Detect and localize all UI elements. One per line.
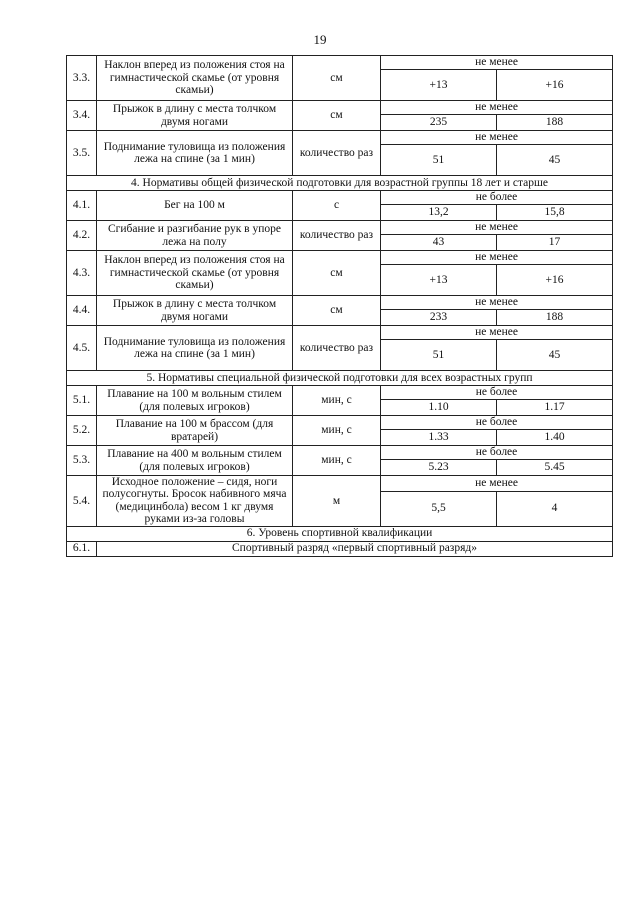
unit: см (293, 251, 381, 296)
test-name: Поднимание туловища из положения лежа на спине (за 1 мин) (97, 131, 293, 176)
table-row (67, 56, 613, 70)
section-row (67, 176, 613, 191)
test-name: Бег на 100 м (97, 191, 293, 221)
value-women: 45 (497, 340, 613, 371)
condition: не менее (381, 296, 613, 310)
section-title: 6. Уровень спортивной квалификации (67, 526, 613, 541)
condition: не менее (381, 326, 613, 340)
condition: не более (381, 446, 613, 460)
table-row (67, 416, 613, 430)
value-women: 1.40 (497, 430, 613, 446)
value-women: 1.17 (497, 400, 613, 416)
value-men: +13 (381, 265, 497, 296)
test-name: Прыжок в длину с места толчком двумя ногами (97, 101, 293, 131)
value-women: 45 (497, 145, 613, 176)
row-number: 4.4. (67, 296, 97, 326)
row-number: 3.3. (67, 56, 97, 101)
condition: не менее (381, 251, 613, 265)
unit: см (293, 101, 381, 131)
unit: см (293, 56, 381, 101)
value-men: 51 (381, 340, 497, 371)
test-name: Плавание на 100 м брассом (для вратарей) (97, 416, 293, 446)
value-men: +13 (381, 70, 497, 101)
row-number: 5.4. (67, 476, 97, 527)
row-number: 4.3. (67, 251, 97, 296)
row-number: 3.4. (67, 101, 97, 131)
value-women: 5.45 (497, 460, 613, 476)
table-row (67, 221, 613, 235)
section-row (67, 526, 613, 541)
value-men: 5,5 (381, 491, 497, 526)
qualification-text: Спортивный разряд «первый спортивный разряд» (97, 541, 613, 556)
value-women: +16 (497, 265, 613, 296)
condition: не более (381, 191, 613, 205)
table-row (67, 131, 613, 145)
row-number: 4.1. (67, 191, 97, 221)
value-women: 4 (497, 491, 613, 526)
standards-table (66, 55, 613, 557)
unit: м (293, 476, 381, 527)
condition: не менее (381, 221, 613, 235)
value-women: 188 (497, 310, 613, 326)
table-row (67, 296, 613, 310)
row-number: 5.2. (67, 416, 97, 446)
table-row (67, 541, 613, 556)
unit: мин, с (293, 446, 381, 476)
test-name: Сгибание и разгибание рук в упоре лежа на полу (97, 221, 293, 251)
unit: мин, с (293, 386, 381, 416)
value-women: +16 (497, 70, 613, 101)
row-number: 5.1. (67, 386, 97, 416)
value-men: 5.23 (381, 460, 497, 476)
row-number: 4.5. (67, 326, 97, 371)
test-name: Поднимание туловища из положения лежа на спине (за 1 мин) (97, 326, 293, 371)
value-men: 235 (381, 115, 497, 131)
row-number: 5.3. (67, 446, 97, 476)
value-women: 188 (497, 115, 613, 131)
table-row (67, 326, 613, 340)
value-women: 15,8 (497, 205, 613, 221)
unit: мин, с (293, 416, 381, 446)
table-row (67, 386, 613, 400)
test-name: Исходное положение – сидя, ноги полусогнуты. Бросок набивного мяча (медицинбола) весом 1 кг двумя руками из-за головы (97, 476, 293, 527)
value-men: 43 (381, 235, 497, 251)
value-women: 17 (497, 235, 613, 251)
section-title: 4. Нормативы общей физической подготовки для возрастной группы 18 лет и старше (67, 176, 613, 191)
condition: не более (381, 386, 613, 400)
condition: не более (381, 416, 613, 430)
value-men: 233 (381, 310, 497, 326)
condition: не менее (381, 476, 613, 492)
value-men: 1.10 (381, 400, 497, 416)
test-name: Плавание на 400 м вольным стилем (для полевых игроков) (97, 446, 293, 476)
section-title: 5. Нормативы специальной физической подготовки для всех возрастных групп (67, 371, 613, 386)
condition: не менее (381, 56, 613, 70)
table-row (67, 476, 613, 492)
unit: см (293, 296, 381, 326)
test-name: Плавание на 100 м вольным стилем (для полевых игроков) (97, 386, 293, 416)
unit: с (293, 191, 381, 221)
value-men: 13,2 (381, 205, 497, 221)
table-row (67, 446, 613, 460)
table-row (67, 251, 613, 265)
table-row (67, 191, 613, 205)
value-men: 1.33 (381, 430, 497, 446)
unit: количество раз (293, 326, 381, 371)
unit: количество раз (293, 131, 381, 176)
section-row (67, 371, 613, 386)
test-name: Наклон вперед из положения стоя на гимнастической скамье (от уровня скамьи) (97, 56, 293, 101)
unit: количество раз (293, 221, 381, 251)
test-name: Наклон вперед из положения стоя на гимнастической скамье (от уровня скамьи) (97, 251, 293, 296)
row-number: 6.1. (67, 541, 97, 556)
row-number: 3.5. (67, 131, 97, 176)
test-name: Прыжок в длину с места толчком двумя ногами (97, 296, 293, 326)
condition: не менее (381, 101, 613, 115)
value-men: 51 (381, 145, 497, 176)
condition: не менее (381, 131, 613, 145)
row-number: 4.2. (67, 221, 97, 251)
table-row (67, 101, 613, 115)
page-number: 19 (313, 32, 327, 47)
